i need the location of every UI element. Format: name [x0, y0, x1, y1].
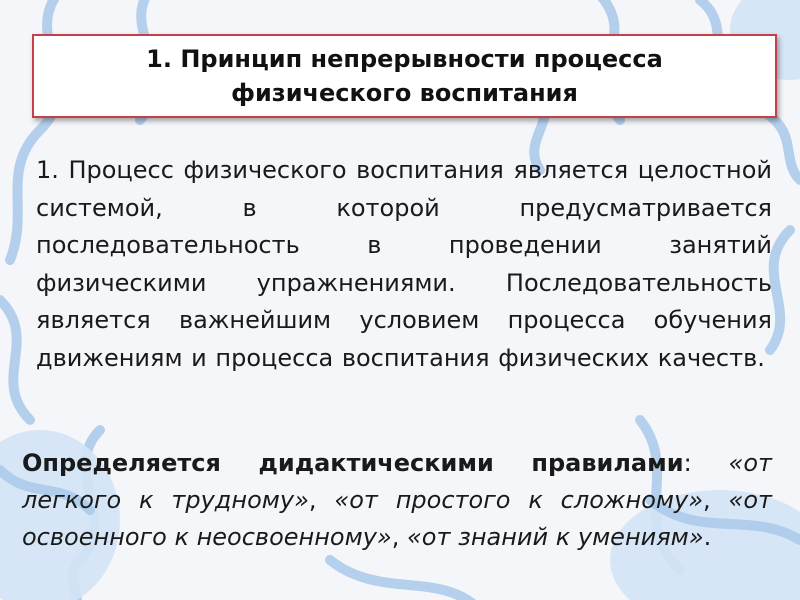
rule-quote-1: «от легкого к трудному»: [22, 449, 773, 514]
rule-separator-3: ,: [391, 523, 407, 551]
body-paragraph: 1. Процесс физического воспитания является целостной системой, в которой предусматривается последовательность в проведении занятий физическими упражнениями. Последовательность является важнейшим условием процесса обучения движениям и процесса воспитания физических качеств.: [36, 156, 772, 372]
rule-quote-3: «от освоенного к неосвоенному»: [22, 486, 772, 551]
rule-lead: Определяется дидактическими правилами: [22, 449, 684, 477]
rule-quote-4: «от знаний к умениям»: [406, 523, 704, 551]
slide-title-box: [32, 34, 777, 118]
didactic-rules-paragraph: [22, 445, 772, 556]
rule-separator-2: ,: [703, 486, 729, 514]
rule-quote-2: «от простого к сложному»: [334, 486, 704, 514]
slide-title: 1. Принцип непрерывности процесса физического воспитания: [146, 45, 663, 107]
rule-end: .: [703, 523, 712, 551]
rule-colon: :: [683, 449, 729, 477]
rule-separator-1: ,: [308, 486, 335, 514]
